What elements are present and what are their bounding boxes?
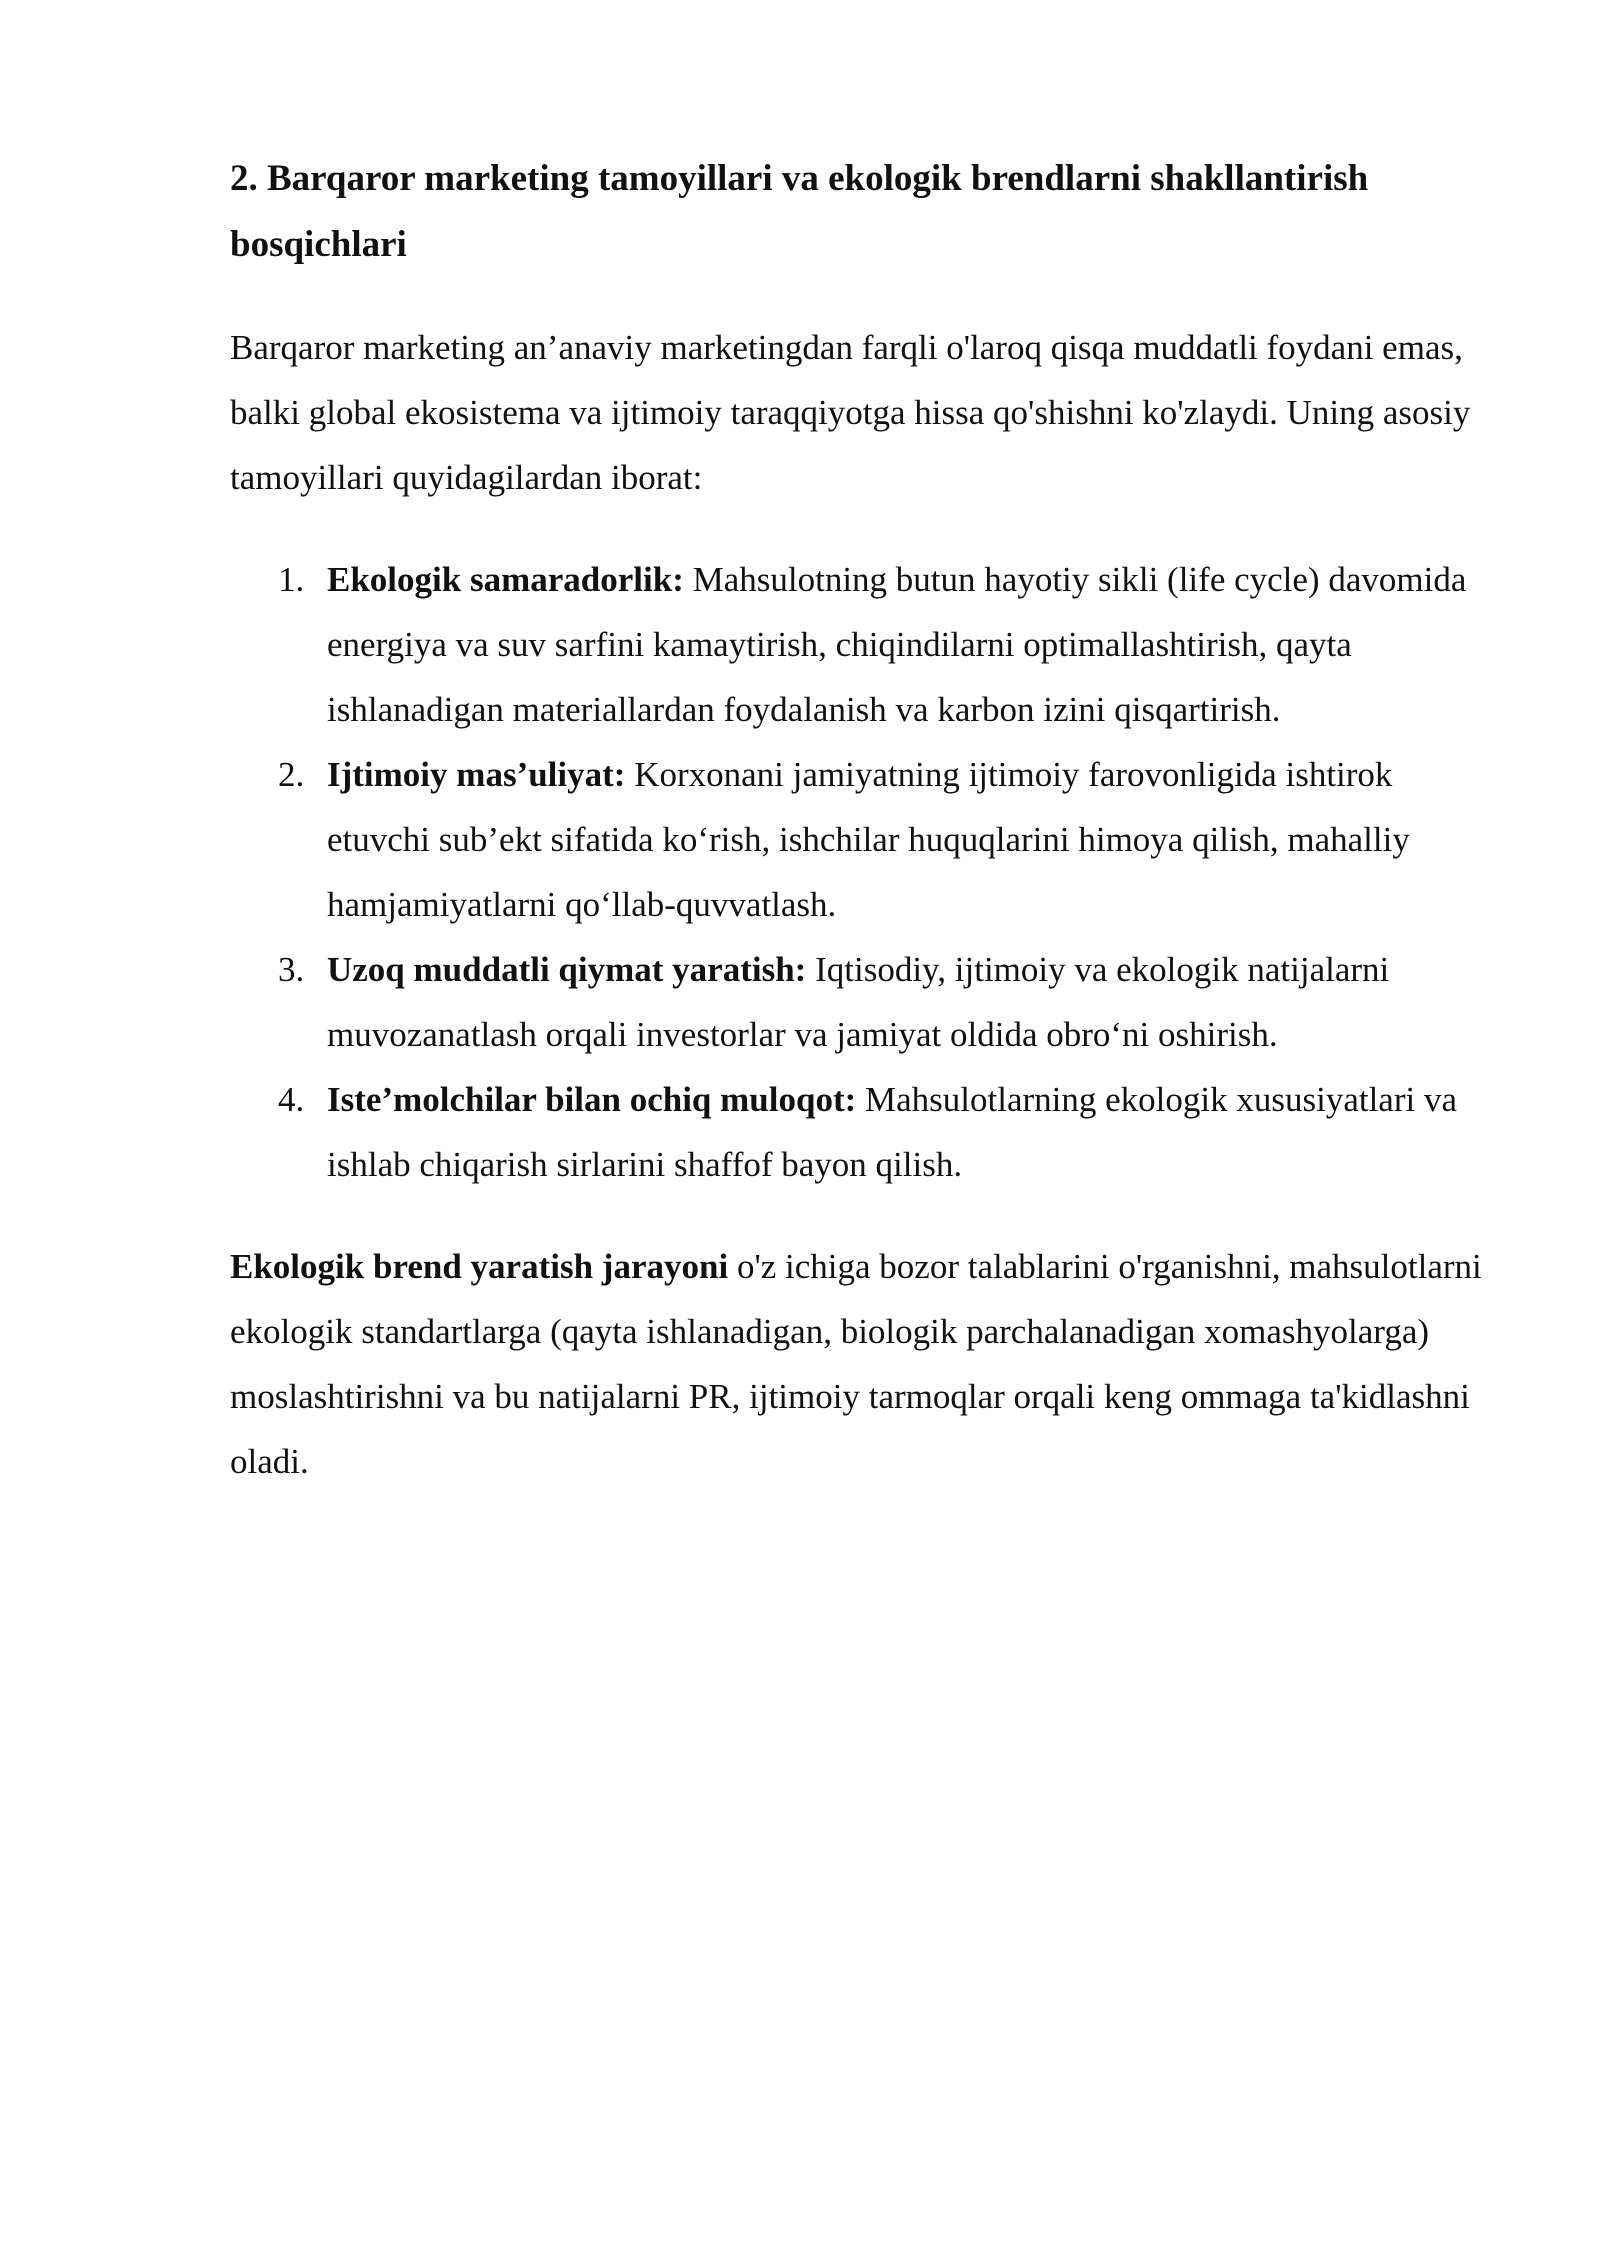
- intro-paragraph: Barqaror marketing an’anaviy marketingdan farqli o'laroq qisqa muddatli foydani emas, balki global ekosistema va ijtimoiy taraqqiyotga hissa qo'shishni ko'zlaydi. Uning asosiy tamoyillari quyidagilardan iborat:: [230, 328, 1471, 497]
- principle-description: Mahsulotning butun hayotiy sikli (life cycle) davomida energiya va suv sarfini kamaytirish, chiqindilarni optimallashtirish, qayta ishlanadigan materiallardan foydalanish va karbon izini qisqartirish.: [327, 560, 1467, 729]
- principle-term: Ekologik samaradorlik:: [327, 560, 684, 599]
- principles-list: [230, 547, 1500, 1197]
- closing-text: o'z ichiga bozor talablarini o'rganishni, mahsulotlarni ekologik standartlarga (qayta ishlanadigan, biologik parchalanadigan xomashyolarga) moslashtirishni va bu natijalarni PR, ijtimoiy tarmoqlar orqali keng ommaga ta'kidlashni oladi.: [230, 1247, 1482, 1481]
- document-page: [230, 146, 1500, 1494]
- list-item: [230, 742, 1500, 937]
- closing-paragraph: [230, 1234, 1500, 1494]
- principle-description: Iqtisodiy, ijtimoiy va ekologik natijalarni muvozanatlash orqali investorlar va jamiyat oldida obro‘ni oshirish.: [327, 950, 1390, 1054]
- list-item: [230, 1067, 1500, 1197]
- list-item: [230, 937, 1500, 1067]
- list-item: [230, 547, 1500, 742]
- principle-description: Mahsulotlarning ekologik xususiyatlari va ishlab chiqarish sirlarini shaffof bayon qilish.: [327, 1080, 1458, 1184]
- principle-term: Iste’molchilar bilan ochiq muloqot:: [327, 1080, 857, 1119]
- list-item-number: 2.: [278, 755, 305, 794]
- principle-description: Korxonani jamiyatning ijtimoiy farovonligida ishtirok etuvchi sub’ekt sifatida ko‘rish, ishchilar huquqlarini himoya qilish, mahalliy hamjamiyatlarni qo‘llab-quvvatlash.: [327, 755, 1410, 924]
- closing-term: Ekologik brend yaratish jarayoni: [230, 1247, 729, 1286]
- list-item-number: 1.: [278, 560, 305, 599]
- list-item-number: 3.: [278, 950, 305, 989]
- list-item-number: 4.: [278, 1080, 305, 1119]
- principle-term: Ijtimoiy mas’uliyat:: [327, 755, 626, 794]
- principle-term: Uzoq muddatli qiymat yaratish:: [327, 950, 807, 989]
- section-heading: 2. Barqaror marketing tamoyillari va ekologik brendlarni shakllantirish bosqichlari: [230, 158, 1369, 265]
